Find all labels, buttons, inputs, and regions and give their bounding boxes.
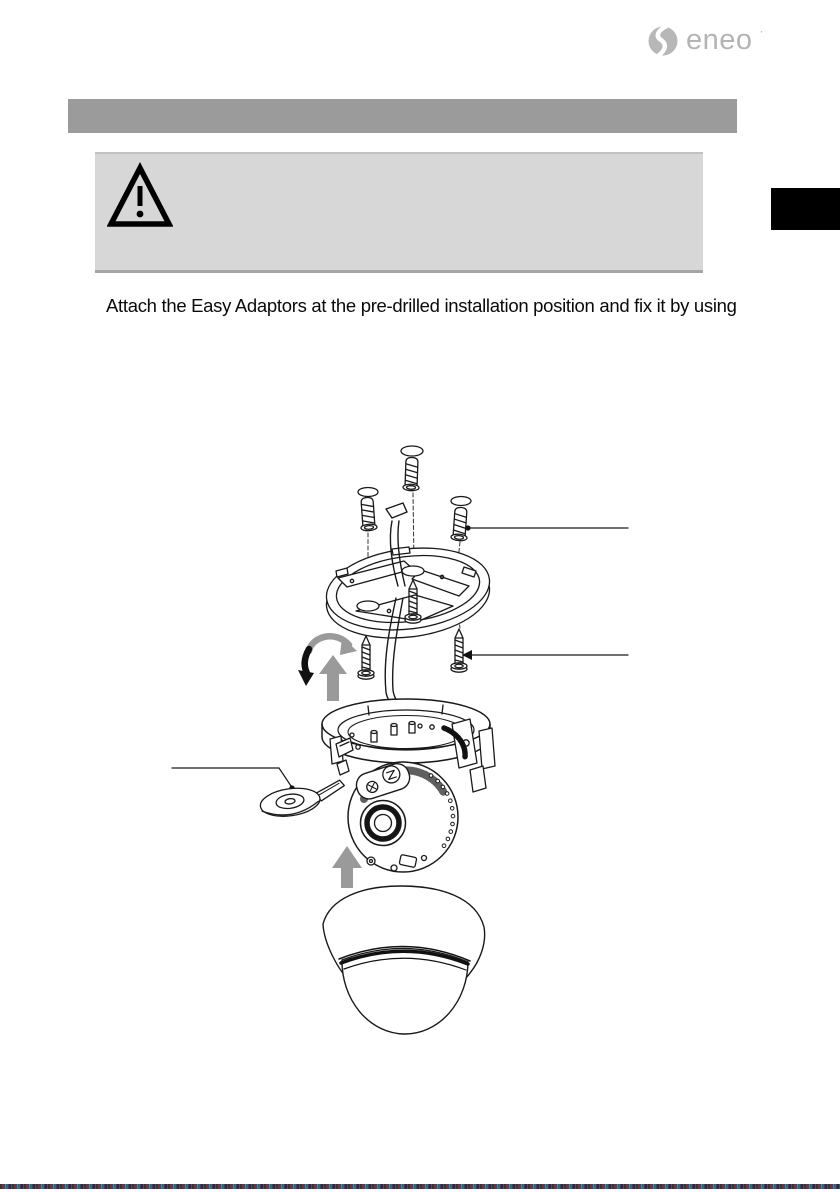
callout-line-screw — [462, 650, 628, 660]
push-up-arrow-upper — [319, 655, 347, 701]
push-up-arrow-lower — [332, 846, 362, 888]
bracket-screw-hole-center — [402, 566, 424, 576]
flat-wrench-tool — [258, 780, 347, 820]
wall-anchor-center — [403, 457, 420, 491]
callout-line-wrench — [172, 768, 295, 791]
mounting-screw-left — [358, 636, 374, 679]
scan-noise-strip — [0, 1184, 840, 1189]
easy-adaptor-bracket — [322, 539, 495, 646]
trademark-mark: · — [759, 24, 764, 38]
dome-cover — [323, 886, 485, 1034]
dome-bubble — [342, 948, 468, 1034]
callout-line-anchor — [465, 525, 628, 530]
bracket-screw-hole-left — [357, 601, 379, 611]
instruction-text: Attach the Easy Adaptors at the pre-drilled installation position and fix it by using — [106, 295, 737, 316]
brand-logo-text: eneo — [686, 24, 753, 56]
mounting-screw-right — [451, 629, 467, 672]
wall-anchor-right — [451, 507, 469, 541]
camera-module — [322, 699, 495, 872]
wall-anchor-left — [359, 497, 377, 531]
